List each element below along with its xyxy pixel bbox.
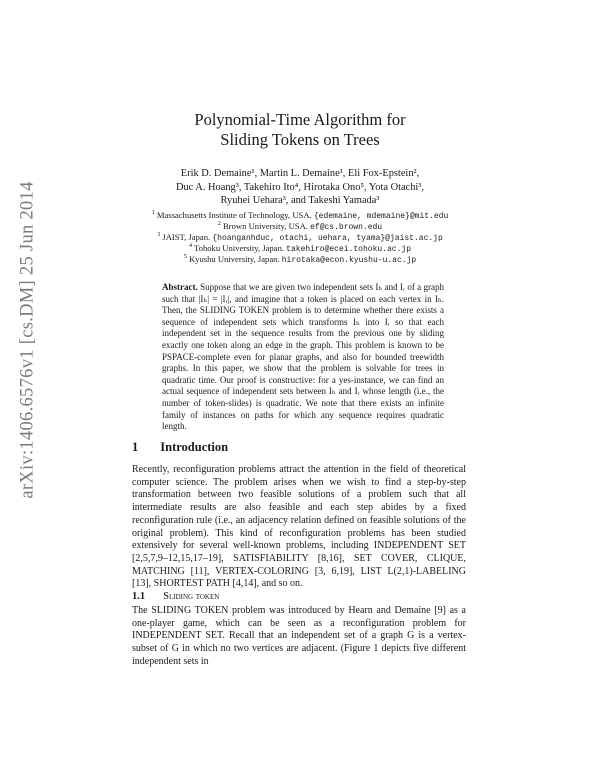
subsection-title: Sliding token (163, 591, 220, 602)
affiliation-3: $^3$ JAIST, Japan. {hoanganhduc, otachi, uehara, tyama}@jaist.ac.jp (157, 232, 443, 243)
section-title: Introduction (160, 440, 229, 454)
sliding-token-paragraph: The SLIDING TOKEN problem was introduced by Hearn and Demaine [9] as a one-player game, which can be seen as a reconfiguration problem for INDEPENDENT SET. Recall that an independent set of a graph G is a vertex-subset of G in which no two vertices are adjacent. (Figure 1 depicts five different independent sets in (132, 605, 466, 667)
arxiv-identifier: arXiv:1406.6576v1 [cs.DM] 25 Jun 2014 (17, 181, 38, 499)
paper-title-line2: Sliding Tokens on Trees (220, 130, 380, 149)
affiliation-5: $^5$ Kyushu University, Japan. hirotaka@econ.kyushu-u.ac.jp (183, 254, 417, 265)
authors-line2: Duc A. Hoang³, Takehiro Ito⁴, Hirotaka Ono⁵, Yota Otachi³, (175, 181, 425, 193)
abstract (162, 282, 444, 433)
affiliation-2: $^2$ Brown University, USA. ef@cs.brown.edu (217, 221, 383, 232)
abstract-text: Suppose that we are given two independent sets Iₕ and Iᵣ of a graph such that |Iₕ| = |Iᵣ|, and imagine that a token is placed on each vertex in Iₕ. Then, the SLIDING TOKEN problem is to determine whether there exists a sequence of independent sets which transforms Iₕ into Iᵣ so that each independent set in the sequence results from the previous one by sliding exactly one token along an edge in the graph. This problem is known to be PSPACE-complete even for planar graphs, and also for bounded treewidth graphs. In this paper, we show that the problem is solvable for trees in quadratic time. Our proof is constructive: for a yes-instance, we can find an actual sequence of independent sets between Iₕ and Iᵣ whose length (i.e., the number of token-slides) is quadratic. We note that there exists an infinite family of instances on paths for which any sequence requires quadratic length. (162, 282, 445, 432)
subsection-heading-sliding-token (132, 586, 219, 604)
subsection-number: 1.1 (132, 591, 146, 602)
introduction-paragraph: Recently, reconfiguration problems attract the attention in the field of theoretical computer science. The problem arises when we wish to find a step-by-step transformation between two feasible solutions of a problem such that all intermediate results are also feasible and each step abides by a fixed reconfiguration rule (i.e., an adjacency relation defined on feasible solutions of the original problem). This kind of reconfiguration problems has been studied extensively for several well-known problems, including INDEPENDENT SET [2,5,7,9–12,15,17–19], SATISFIABILITY [8,16], SET COVER, CLIQUE, MATCHING [11], VERTEX-COLORING [3, 6,19], LIST L(2,1)-LABELING [13], SHORTEST PATH [4,14], and so on. (132, 464, 466, 590)
section-number: 1 (132, 440, 139, 454)
authors-line1: Erik D. Demaine¹, Martin L. Demaine¹, Eli Fox-Epstein², (180, 168, 420, 179)
authors-line3: Ryuhei Uehara³, and Takeshi Yamada³ (220, 195, 380, 206)
affiliation-4: $^4$ Tohoku University, Japan. takehiro@ecei.tohoku.ac.jp (189, 243, 411, 254)
section-heading-introduction (132, 438, 228, 456)
affiliation-1: $^1$ Massachusetts Institute of Technology, USA. {edemaine, mdemaine}@mit.edu (151, 210, 449, 221)
abstract-label: Abstract. (162, 282, 198, 292)
paper-title-line1: Polynomial-Time Algorithm for (194, 110, 406, 129)
